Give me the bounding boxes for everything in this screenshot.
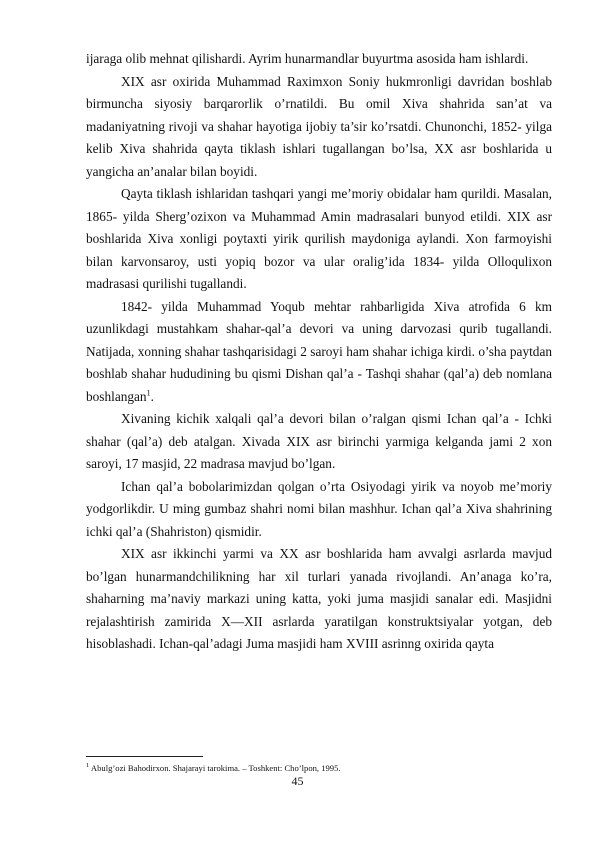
footnote: [86, 762, 552, 774]
paragraph-3: [86, 183, 552, 296]
paragraph-7: [86, 543, 552, 656]
footnote-text: Abulg’ozi Bahodirxon. Shajarayi tarokima. – Toshkent: Cho’lpon, 1995.: [89, 763, 341, 773]
paragraph-4-tail: .: [150, 388, 154, 404]
page-number: 45: [291, 774, 304, 788]
paragraph-6-text: Ichan qal’a bobolarimizdan qolgan o’rta Osiyodagi yirik va noyob me’moriy yodgorlikdir. U ming gumbaz shahri nomi bilan mashhur. Ichan qal’a Xiva shahrining ichki qal’a (Shahriston) qismidir.: [86, 478, 552, 539]
paragraph-1-text: ijaraga olib mehnat qilishardi. Ayrim hunarmandlar buyurtma asosida ham ishlardi.: [86, 51, 529, 66]
footnote-reference[interactable]: 1: [146, 388, 151, 398]
paragraph-5: [86, 408, 552, 476]
footnote-mark: 1: [86, 762, 90, 770]
footnote-divider: [86, 756, 203, 757]
paragraph-3-text: Qayta tiklash ishlaridan tashqari yangi me’moriy obidalar ham qurildi. Masalan, 1865- yilda Sherg’ozixon va Muhammad Amin madrasalari bunyod etildi. XIX asr boshlarida Xiva xonligi poytaxti yirik qurilish maydoniga aylandi. Xon farmoyishi bilan karvonsaroy, usti yopiq bozor va ular oralig’ida 1834- yilda Olloqulixon madrasasi qurilishi tugallandi.: [86, 186, 552, 291]
paragraph-1: [86, 48, 552, 71]
paragraph-2: [86, 71, 552, 184]
paragraph-2-text: XIX asr oxirida Muhammad Raximxon Soniy hukmronligi davridan boshlab birmuncha siyosiy barqarorlik o’rnatildi. Bu omil Xiva shahrida san’at va madaniyatning rivoji va shahar hayotiga ijobiy ta’sir ko’rsatdi. Chunonchi, 1852- yilga kelib Xiva shahrida qayta tiklash ishlari tugallangan bo’lsa, XX asr boshlarida u yangicha an’analar bilan boyidi.: [86, 73, 552, 179]
paragraph-4: [86, 296, 552, 409]
paragraph-4-text: 1842- yilda Muhammad Yoqub mehtar rahbarligida Xiva atrofida 6 km uzunlikdagi mustahkam shahar-qal’a devori va uning darvozasi qurib tugallandi. Natijada, xonning shahar tashqarisidagi 2 saroyi ham shahar ichiga kirdi. o’sha paytdan boshlab shahar hududining bu qismi Dishan qal’a - Tashqi shahar (qal’a) deb nomlana boshlangan: [86, 298, 552, 404]
paragraph-5-text: Xivaning kichik xalqali qal’a devori bilan o’ralgan qismi Ichan qal’a - Ichki shahar (qal’a) deb atalgan. Xivada XIX asr birinchi yarmiga kelganda jami 2 xon saroyi, 17 masjid, 22 madrasa mavjud bo’lgan.: [86, 411, 552, 471]
page-body: [86, 48, 552, 656]
paragraph-7-text: XIX asr ikkinchi yarmi va XX asr boshlarida ham avvalgi asrlarda mavjud bo’lgan hunarmandchilikning har xil turlari yanada rivojlandi. An’anaga ko’ra, shaharning ma’naviy markazi uning katta, yoki juma masjidi sanalar edi. Masjidni rejalashtirish zamirida X—XII asrlarda yaratilgan konstruktsiyalar yotgan, deb hisoblashadi. Ichan-qal’adagi Juma masjidi ham XVIII asrinng oxirida qayta: [86, 546, 552, 651]
paragraph-6: [86, 476, 552, 544]
